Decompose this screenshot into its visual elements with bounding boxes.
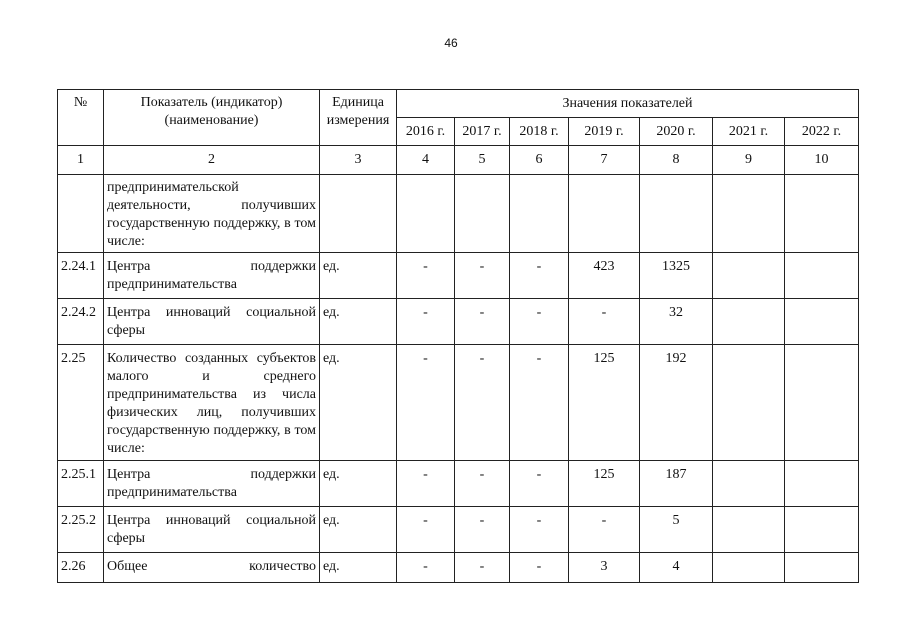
page-number: 46 — [444, 36, 458, 50]
row-number: 2.24.1 — [58, 253, 104, 299]
header-year: 2022 г. — [785, 118, 859, 146]
row-value: - — [455, 299, 510, 345]
row-value — [785, 345, 859, 461]
row-value: - — [397, 461, 455, 507]
row-value: - — [455, 553, 510, 583]
row-value: 192 — [640, 345, 713, 461]
row-value — [785, 175, 859, 253]
row-value: - — [510, 299, 569, 345]
header-year: 2018 г. — [510, 118, 569, 146]
row-value: - — [510, 553, 569, 583]
column-number: 5 — [455, 146, 510, 175]
row-value — [397, 175, 455, 253]
row-value: - — [455, 461, 510, 507]
column-number: 10 — [785, 146, 859, 175]
row-value: - — [397, 553, 455, 583]
row-value: - — [455, 507, 510, 553]
column-numbers-row — [58, 146, 859, 175]
row-value — [713, 253, 785, 299]
header-indicator: Показатель (индикатор) (наименование) — [104, 90, 320, 146]
header-no: № — [58, 90, 104, 146]
row-value: - — [569, 507, 640, 553]
row-number: 2.24.2 — [58, 299, 104, 345]
row-value — [785, 461, 859, 507]
row-number: 2.25.1 — [58, 461, 104, 507]
row-value — [455, 175, 510, 253]
row-value — [569, 175, 640, 253]
header-year: 2021 г. — [713, 118, 785, 146]
row-number — [58, 175, 104, 253]
row-unit: ед. — [320, 507, 397, 553]
row-unit — [320, 175, 397, 253]
row-value: - — [455, 345, 510, 461]
header-year: 2020 г. — [640, 118, 713, 146]
row-value: - — [397, 345, 455, 461]
row-value — [713, 175, 785, 253]
row-indicator: Центра поддержки предпринимательства — [104, 253, 320, 299]
table-row — [58, 299, 859, 345]
row-indicator: Центра инноваций социальной сферы — [104, 299, 320, 345]
table-row — [58, 253, 859, 299]
row-value: 1325 — [640, 253, 713, 299]
column-number: 7 — [569, 146, 640, 175]
table-row — [58, 507, 859, 553]
row-value: - — [397, 253, 455, 299]
row-value: - — [455, 253, 510, 299]
header-unit: Единица измерения — [320, 90, 397, 146]
row-unit: ед. — [320, 461, 397, 507]
row-value: 125 — [569, 461, 640, 507]
row-indicator: Центра инноваций социальной сферы — [104, 507, 320, 553]
row-value: 5 — [640, 507, 713, 553]
row-value — [713, 553, 785, 583]
row-unit: ед. — [320, 345, 397, 461]
row-value: - — [397, 507, 455, 553]
row-value: 32 — [640, 299, 713, 345]
row-value: - — [569, 299, 640, 345]
row-value: - — [510, 507, 569, 553]
row-unit: ед. — [320, 253, 397, 299]
table-row — [58, 461, 859, 507]
row-unit: ед. — [320, 553, 397, 583]
row-number: 2.26 — [58, 553, 104, 583]
row-value: 423 — [569, 253, 640, 299]
row-value — [713, 461, 785, 507]
row-value: 125 — [569, 345, 640, 461]
row-value — [713, 345, 785, 461]
table-row — [58, 553, 859, 583]
row-value — [640, 175, 713, 253]
row-value: 187 — [640, 461, 713, 507]
row-value — [785, 253, 859, 299]
header-year: 2019 г. — [569, 118, 640, 146]
row-value — [510, 175, 569, 253]
row-value — [785, 553, 859, 583]
row-unit: ед. — [320, 299, 397, 345]
row-value: - — [510, 253, 569, 299]
row-indicator: предпринимательской деятельности, получивших государственную поддержку, в том числе: — [104, 175, 320, 253]
row-value: - — [397, 299, 455, 345]
column-number: 6 — [510, 146, 569, 175]
row-indicator — [104, 553, 320, 583]
column-number: 3 — [320, 146, 397, 175]
column-number: 2 — [104, 146, 320, 175]
header-values: Значения показателей — [397, 90, 859, 118]
row-value: 3 — [569, 553, 640, 583]
header-year: 2017 г. — [455, 118, 510, 146]
indicators-table — [57, 89, 859, 583]
row-value — [713, 507, 785, 553]
row-indicator: Центра поддержки предпринимательства — [104, 461, 320, 507]
row-indicator-text: Общее количество — [107, 559, 316, 574]
row-indicator: Количество созданных субъектов малого и среднего предпринимательства из числа физических лиц, получивших государственную поддержку, в том числе: — [104, 345, 320, 461]
table-row — [58, 345, 859, 461]
column-number: 8 — [640, 146, 713, 175]
row-value: - — [510, 461, 569, 507]
row-number: 2.25.2 — [58, 507, 104, 553]
row-value: - — [510, 345, 569, 461]
row-value — [785, 299, 859, 345]
header-row-1 — [58, 90, 859, 118]
header-year: 2016 г. — [397, 118, 455, 146]
row-number: 2.25 — [58, 345, 104, 461]
column-number: 9 — [713, 146, 785, 175]
table-row — [58, 175, 859, 253]
row-value — [713, 299, 785, 345]
row-value — [785, 507, 859, 553]
row-value: 4 — [640, 553, 713, 583]
column-number: 1 — [58, 146, 104, 175]
column-number: 4 — [397, 146, 455, 175]
